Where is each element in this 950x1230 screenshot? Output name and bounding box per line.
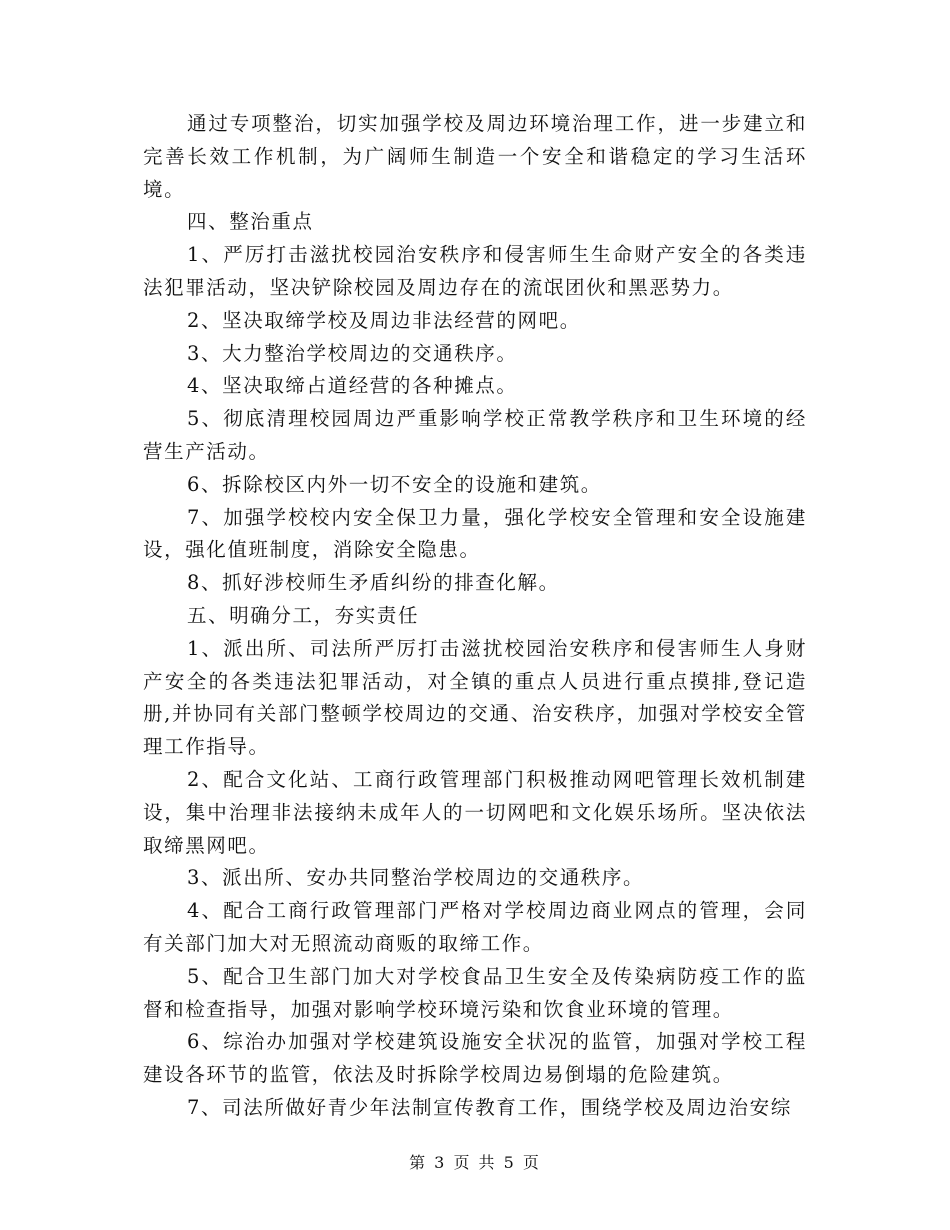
paragraph-item: 3、派出所、安办共同整治学校周边的交通秩序。 — [187, 866, 645, 890]
paragraph-item: 5、配合卫生部门加大对学校食品卫生安全及传染病防疫工作的监督和检查指导，加强对影响学校环境污染和饮食业环境的管理。 — [143, 964, 807, 1021]
paragraph-item: 3、大力整治学校周边的交通秩序。 — [187, 341, 518, 365]
page-number-footer: 第 3 页 共 5 页 — [409, 1153, 541, 1172]
paragraph-item: 6、综治办加强对学校建筑设施安全状况的监管，加强对学校工程建设各环节的监管，依法及时拆除学校周边易倒塌的危险建筑。 — [143, 1030, 807, 1087]
paragraph-item: 8、抓好涉校师生矛盾纠纷的排查化解。 — [187, 571, 560, 595]
paragraph-item: 5、彻底清理校园周边严重影响学校正常教学秩序和卫生环境的经营生产活动。 — [143, 407, 807, 463]
section-heading-4: 四、整治重点 — [187, 210, 314, 234]
paragraph-item: 2、坚决取缔学校及周边非法经营的网吧。 — [187, 308, 581, 332]
document-body — [143, 108, 807, 1125]
section-heading-5: 五、明确分工，夯实责任 — [187, 603, 420, 627]
paragraph-item: 7、加强学校校内安全保卫力量，强化学校安全管理和安全设施建设，强化值班制度，消除安全隐患。 — [143, 505, 807, 562]
paragraph-item: 4、配合工商行政管理部门严格对学校周边商业网点的管理，会同有关部门加大对无照流动商贩的取缔工作。 — [143, 899, 807, 955]
paragraph-item: 2、配合文化站、工商行政管理部门积极推动网吧管理长效机制建设，集中治理非法接纳未成年人的一切网吧和文化娱乐场所。坚决依法取缔黑网吧。 — [143, 767, 807, 857]
paragraph-item: 1、严厉打击滋扰校园治安秩序和侵害师生生命财产安全的各类违法犯罪活动，坚决铲除校园及周边存在的流氓团伙和黑恶势力。 — [143, 243, 807, 299]
paragraph-item: 1、派出所、司法所严厉打击滋扰校园治安秩序和侵害师生人身财产安全的各类违法犯罪活动，对全镇的重点人员进行重点摸排,登记造册,并协同有关部门整顿学校周边的交通、治安秩序，加强对学校安全管理工作指导。 — [143, 636, 807, 759]
paragraph-item: 6、拆除校区内外一切不安全的设施和建筑。 — [187, 472, 602, 496]
paragraph-intro: 通过专项整治，切实加强学校及周边环境治理工作，进一步建立和完善长效工作机制，为广阔师生制造一个安全和谐稳定的学习生活环境。 — [143, 112, 807, 201]
paragraph-item: 4、坚决取缔占道经营的各种摊点。 — [187, 374, 518, 398]
paragraph-item: 7、司法所做好青少年法制宣传教育工作，围绕学校及周边治安综 — [187, 1095, 792, 1119]
